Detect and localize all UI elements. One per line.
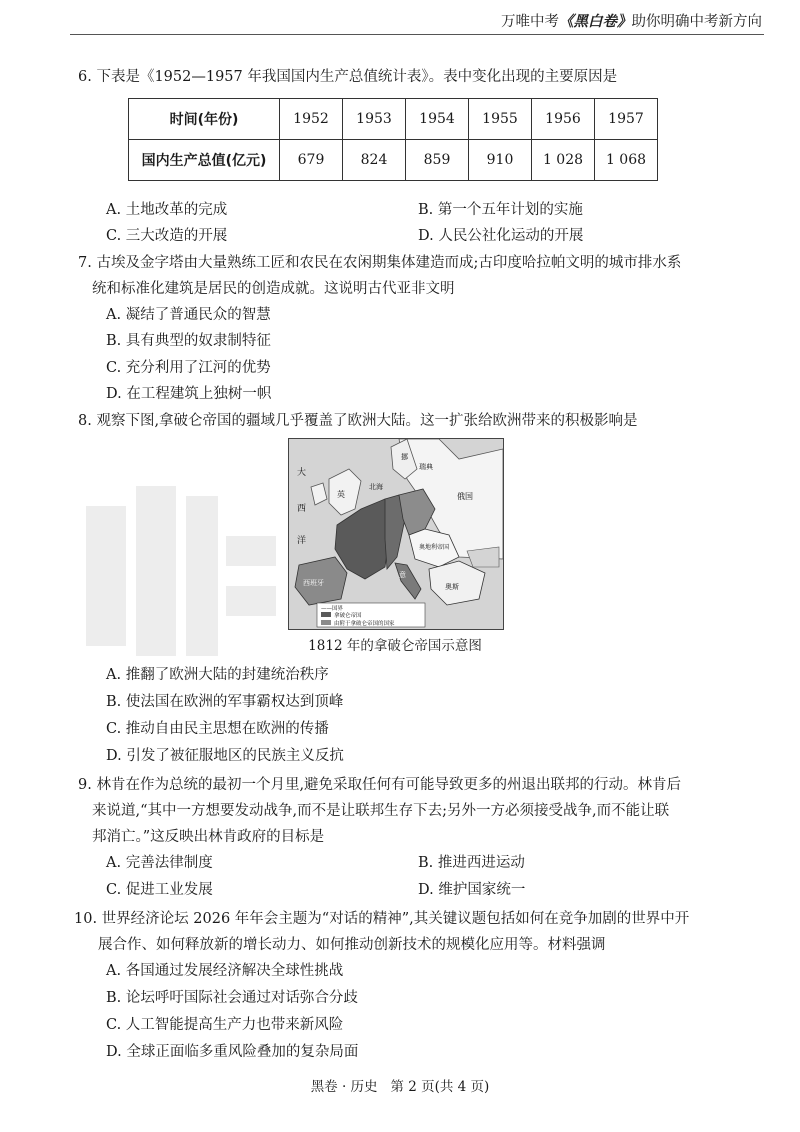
label-north-sea: 北海 (369, 483, 383, 491)
table-cell: 1 068 (595, 140, 658, 181)
label-spain: 西班牙 (303, 579, 324, 587)
table-cell: 1952 (280, 99, 343, 140)
q6-option-c: C. 三大改造的开展 (106, 228, 228, 244)
page-header (501, 10, 762, 31)
watermark-logo (76, 476, 286, 666)
label-ocean: 洋 (297, 536, 307, 546)
question-9-stem (78, 772, 768, 850)
q9-option-a: A. 完善法律制度 (106, 855, 213, 871)
question-10-stem (74, 906, 764, 958)
q6-option-b: B. 第一个五年计划的实施 (418, 202, 583, 218)
header-brand: 《黑白卷》 (559, 13, 632, 30)
legend-empire: 拿破仑帝国 (334, 613, 362, 619)
map-graphic (289, 439, 503, 629)
header-suffix: 助你明确中考新方向 (631, 14, 762, 30)
q8-option-b: B. 使法国在欧洲的军事霸权达到顶峰 (106, 694, 344, 710)
table-header-year: 时间(年份) (129, 99, 280, 140)
label-west: 西 (297, 504, 307, 514)
label-russia: 俄国 (457, 492, 473, 501)
table-cell: 1954 (406, 99, 469, 140)
q9-option-c: C. 促进工业发展 (106, 882, 213, 898)
q7-option-b: B. 具有典型的奴隶制特征 (106, 333, 271, 349)
table-cell: 859 (406, 140, 469, 181)
q10-option-d: D. 全球正面临多重风险叠加的复杂局面 (106, 1044, 359, 1060)
q8-option-a: A. 推翻了欧洲大陆的封建统治秩序 (106, 667, 329, 683)
label-ottoman: 奥斯 (445, 583, 459, 591)
q7-option-c: C. 充分利用了江河的优势 (106, 360, 271, 376)
table-cell: 1957 (595, 99, 658, 140)
question-6-stem: 6. 下表是《1952—1957 年我国国内生产总值统计表》。表中变化出现的主要原因是 (78, 69, 618, 85)
q9-stem-line-2: 来说道,“其中一方想要发动战争,而不是让联邦生存下去;另外一方必须接受战争,而不能让联 (92, 803, 670, 819)
header-prefix: 万唯中考 (501, 14, 559, 30)
q10-option-b: B. 论坛呼吁国际社会通过对话弥合分歧 (106, 990, 358, 1006)
label-sweden: 瑞典 (419, 463, 433, 471)
table-cell: 1953 (343, 99, 406, 140)
table-cell: 1956 (532, 99, 595, 140)
q7-option-d: D. 在工程建筑上独树一帜 (106, 386, 272, 402)
q6-option-d: D. 人民公社化运动的开展 (418, 228, 584, 244)
q9-stem-line-3: 邦消亡。”这反映出林肯政府的目标是 (92, 829, 325, 845)
label-austria: 奥地利帝国 (419, 544, 450, 551)
q8-option-c: C. 推动自由民主思想在欧洲的传播 (106, 721, 329, 737)
q9-stem-line-1: 9. 林肯在作为总统的最初一个月里,避免采取任何有可能导致更多的州退出联邦的行动。林肯后 (78, 777, 682, 793)
label-norway: 挪 (401, 453, 408, 461)
question-7-stem (78, 250, 768, 302)
page-footer: 黑卷 · 历史 第 2 页(共 4 页) (310, 1079, 490, 1095)
q10-option-a: A. 各国通过发展经济解决全球性挑战 (106, 963, 344, 979)
q7-stem-line-2: 统和标准化建筑是居民的创造成就。这说明古代亚非文明 (92, 281, 455, 297)
table-cell: 1955 (469, 99, 532, 140)
table-cell: 910 (469, 140, 532, 181)
table-cell: 1 028 (532, 140, 595, 181)
map-caption: 1812 年的拿破仑帝国示意图 (308, 638, 482, 654)
q9-option-b: B. 推进西进运动 (418, 855, 525, 871)
q7-stem-line-1: 7. 古埃及金字塔由大量熟练工匠和农民在农闲期集体建造而成;古印度哈拉帕文明的城市排水系 (78, 255, 682, 271)
label-atlantic: 大 (297, 468, 307, 478)
q8-option-d: D. 引发了被征服地区的民族主义反抗 (106, 748, 344, 764)
q10-option-c: C. 人工智能提高生产力也带来新风险 (106, 1017, 344, 1033)
q10-stem-line-1: 10. 世界经济论坛 2026 年年会主题为“对话的精神”,其关键议题包括如何在竞争加剧的世界中开 (74, 911, 690, 927)
legend-border: ——国界 (321, 606, 344, 612)
table-cell: 679 (280, 140, 343, 181)
q7-option-a: A. 凝结了普通民众的智慧 (106, 307, 271, 323)
label-uk: 英 (337, 490, 345, 499)
question-8-stem: 8. 观察下图,拿破仑帝国的疆域几乎覆盖了欧洲大陆。这一扩张给欧洲带来的积极影响是 (78, 413, 638, 429)
table-row (129, 140, 658, 181)
gdp-table (128, 98, 658, 181)
table-row (129, 99, 658, 140)
table-cell: 824 (343, 140, 406, 181)
label-italy: 意 (399, 571, 406, 579)
napoleon-empire-map (288, 438, 504, 630)
q6-option-a: A. 土地改革的完成 (106, 202, 228, 218)
header-divider (70, 34, 764, 35)
q10-stem-line-2: 展合作、如何释放新的增长动力、如何推动创新技术的规模化应用等。材料强调 (98, 937, 606, 953)
q9-option-d: D. 维护国家统一 (418, 882, 526, 898)
legend-dependent: 由附于拿破仑帝国的国家 (334, 621, 395, 627)
table-header-gdp: 国内生产总值(亿元) (129, 140, 280, 181)
